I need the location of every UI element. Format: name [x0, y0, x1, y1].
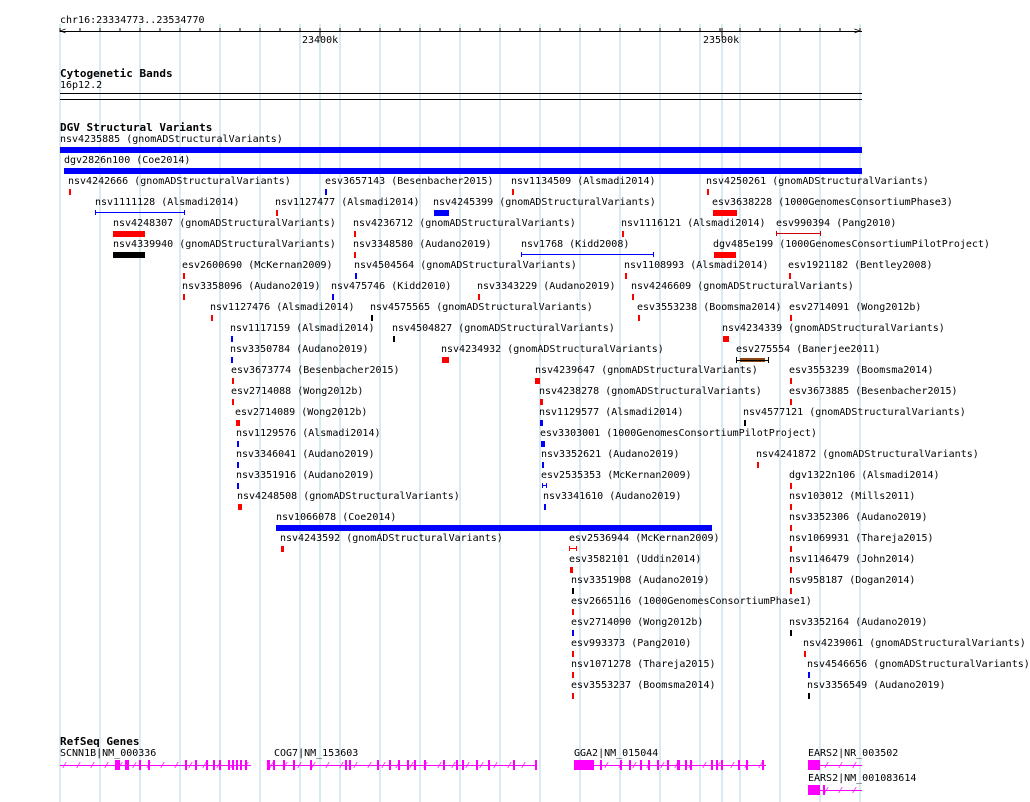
dgv-feature-label[interactable]: nsv1069931 (Thareja2015): [789, 533, 934, 544]
dgv-feature-glyph[interactable]: [714, 252, 736, 258]
dgv-feature-label[interactable]: nsv1116121 (Alsmadi2014): [621, 218, 766, 229]
dgv-feature-label[interactable]: nsv1768 (Kidd2008): [521, 239, 630, 250]
refseq-gene-exon[interactable]: [349, 760, 351, 770]
dgv-feature-glyph[interactable]: [790, 378, 792, 384]
refseq-gene-exon[interactable]: [629, 760, 631, 770]
dgv-feature-label[interactable]: nsv4243592 (gnomADStructuralVariants): [280, 533, 503, 544]
dgv-feature-label[interactable]: nsv3352621 (Audano2019): [541, 449, 680, 460]
dgv-feature-glyph[interactable]: [790, 399, 792, 405]
dgv-feature-glyph[interactable]: [183, 273, 185, 279]
dgv-feature-glyph[interactable]: [572, 630, 574, 636]
dgv-feature-label[interactable]: nsv4242666 (gnomADStructuralVariants): [68, 176, 291, 187]
dgv-feature-label[interactable]: nsv1111128 (Alsmadi2014): [95, 197, 240, 208]
dgv-feature-glyph[interactable]: [232, 399, 234, 405]
refseq-gene-exon[interactable]: [488, 760, 490, 770]
dgv-feature-label[interactable]: esv2535353 (McKernan2009): [541, 470, 692, 481]
dgv-feature-glyph[interactable]: [113, 252, 145, 258]
dgv-feature-glyph[interactable]: [808, 672, 810, 678]
dgv-feature-glyph[interactable]: [238, 504, 242, 510]
dgv-feature-label[interactable]: esv3553237 (Boomsma2014): [571, 680, 716, 691]
track-title-dgv[interactable]: DGV Structural Variants: [60, 121, 213, 134]
dgv-feature-glyph[interactable]: [69, 189, 71, 195]
dgv-feature-label[interactable]: esv2600690 (McKernan2009): [182, 260, 333, 271]
dgv-feature-label[interactable]: nsv3356549 (Audano2019): [807, 680, 946, 691]
dgv-feature-endcap: [576, 546, 577, 551]
refseq-gene-exon[interactable]: [195, 760, 197, 770]
refseq-gene-label[interactable]: EARS2|NM_001083614: [808, 773, 917, 784]
dgv-feature-label[interactable]: nsv4504564 (gnomADStructuralVariants): [354, 260, 577, 271]
refseq-gene-exon[interactable]: [206, 760, 208, 770]
dgv-feature-glyph[interactable]: [540, 399, 543, 405]
dgv-feature-glyph[interactable]: [281, 546, 284, 552]
dgv-feature-label[interactable]: nsv103012 (Mills2011): [789, 491, 916, 502]
dgv-feature-label[interactable]: nsv4245399 (gnomADStructuralVariants): [433, 197, 656, 208]
dgv-feature-label[interactable]: nsv3351908 (Audano2019): [571, 575, 710, 586]
dgv-feature-label[interactable]: nsv4504827 (gnomADStructuralVariants): [392, 323, 615, 334]
refseq-gene-exon[interactable]: [219, 760, 221, 770]
refseq-gene-exon[interactable]: [513, 760, 515, 770]
refseq-gene-exon[interactable]: [456, 760, 458, 770]
dgv-feature-glyph[interactable]: [570, 567, 573, 573]
dgv-feature-glyph[interactable]: [790, 483, 792, 489]
track-title-refseq[interactable]: RefSeq Genes: [60, 735, 140, 748]
refseq-gene-label[interactable]: SCNN1B|NM_000336: [60, 748, 157, 759]
refseq-gene-exon[interactable]: [310, 760, 312, 770]
dgv-feature-glyph[interactable]: [183, 294, 185, 300]
dgv-feature-label[interactable]: esv2665116 (1000GenomesConsortiumPhase1): [571, 596, 812, 607]
dgv-feature-endcap: [184, 210, 185, 215]
refseq-gene-exon[interactable]: [267, 760, 270, 770]
dgv-feature-glyph[interactable]: [232, 378, 234, 384]
dgv-feature-label[interactable]: esv3582101 (Uddin2014): [569, 554, 702, 565]
dgv-feature-label[interactable]: esv3673774 (Besenbacher2015): [231, 365, 400, 376]
dgv-feature-glyph[interactable]: [790, 525, 792, 531]
dgv-feature-label[interactable]: nsv4235885 (gnomADStructuralVariants): [60, 134, 283, 145]
dgv-feature-glyph[interactable]: [625, 273, 627, 279]
dgv-feature-label[interactable]: dgv2826n100 (Coe2014): [64, 155, 191, 166]
dgv-feature-label[interactable]: nsv958187 (Dogan2014): [789, 575, 916, 586]
dgv-feature-label[interactable]: nsv3351916 (Audano2019): [236, 470, 375, 481]
dgv-feature-glyph[interactable]: [789, 273, 791, 279]
refseq-gene-exon[interactable]: [640, 760, 642, 770]
dgv-feature-glyph[interactable]: [632, 294, 634, 300]
dgv-feature-label[interactable]: esv2536944 (McKernan2009): [569, 533, 720, 544]
dgv-feature-glyph[interactable]: [638, 315, 640, 321]
dgv-feature-label[interactable]: nsv3350784 (Audano2019): [230, 344, 369, 355]
refseq-gene-exon[interactable]: [236, 760, 238, 770]
dgv-feature-label[interactable]: nsv4239647 (gnomADStructuralVariants): [535, 365, 758, 376]
dgv-feature-label[interactable]: nsv4250261 (gnomADStructuralVariants): [706, 176, 929, 187]
refseq-gene-exon[interactable]: [677, 760, 680, 770]
dgv-feature-label[interactable]: nsv4248307 (gnomADStructuralVariants): [113, 218, 336, 229]
dgv-feature-label[interactable]: nsv1117159 (Alsmadi2014): [230, 323, 375, 334]
refseq-gene-exon[interactable]: [600, 760, 602, 770]
dgv-feature-glyph[interactable]: [95, 212, 185, 213]
dgv-feature-glyph[interactable]: [236, 420, 240, 426]
dgv-feature-label[interactable]: esv1921182 (Bentley2008): [788, 260, 933, 271]
refseq-gene-exon[interactable]: [125, 760, 129, 770]
dgv-feature-glyph[interactable]: [237, 462, 239, 468]
refseq-gene-exon[interactable]: [115, 760, 120, 770]
refseq-gene-exon[interactable]: [283, 760, 285, 770]
dgv-feature-label[interactable]: nsv3346041 (Audano2019): [236, 449, 375, 460]
dgv-feature-glyph[interactable]: [442, 357, 449, 363]
refseq-gene-exon[interactable]: [711, 760, 713, 770]
refseq-gene-exon[interactable]: [574, 760, 594, 770]
refseq-gene-exon[interactable]: [240, 760, 242, 770]
dgv-feature-label[interactable]: nsv1066078 (Coe2014): [276, 512, 397, 523]
refseq-gene-label[interactable]: GGA2|NM_015044: [574, 748, 659, 759]
position-label: chr16:23334773..23534770: [60, 15, 205, 26]
ruler-tick-label: 23400k: [302, 35, 339, 46]
dgv-feature-glyph[interactable]: [542, 462, 544, 468]
dgv-feature-endcap: [653, 252, 654, 257]
dgv-feature-glyph[interactable]: [572, 588, 574, 594]
dgv-feature-glyph[interactable]: [276, 210, 278, 216]
dgv-feature-glyph[interactable]: [744, 420, 746, 426]
dgv-feature-glyph[interactable]: [393, 336, 395, 342]
dgv-feature-glyph[interactable]: [332, 294, 334, 300]
dgv-feature-label[interactable]: nsv4234339 (gnomADStructuralVariants): [722, 323, 945, 334]
dgv-feature-label[interactable]: nsv3341610 (Audano2019): [543, 491, 682, 502]
dgv-feature-label[interactable]: nsv1071278 (Thareja2015): [571, 659, 716, 670]
dgv-feature-glyph[interactable]: [790, 315, 792, 321]
dgv-feature-endcap: [776, 231, 777, 236]
dgv-feature-label[interactable]: dgv1322n106 (Alsmadi2014): [789, 470, 940, 481]
refseq-gene-exon[interactable]: [213, 760, 215, 770]
dgv-feature-label[interactable]: nsv1146479 (John2014): [789, 554, 916, 565]
ruler-axis: [60, 31, 862, 32]
dgv-feature-glyph[interactable]: [231, 357, 233, 363]
dgv-feature-glyph[interactable]: [808, 693, 810, 699]
dgv-feature-label[interactable]: nsv1129577 (Alsmadi2014): [539, 407, 684, 418]
refseq-gene-exon[interactable]: [535, 760, 537, 770]
dgv-feature-glyph[interactable]: [512, 189, 514, 195]
cytoband-border-top: [60, 93, 862, 94]
refseq-gene-exon[interactable]: [648, 760, 650, 770]
dgv-feature-glyph[interactable]: [237, 483, 239, 489]
refseq-gene-exon[interactable]: [148, 760, 150, 770]
dgv-feature-label[interactable]: dgv485e199 (1000GenomesConsortiumPilotProject): [713, 239, 990, 250]
dgv-feature-label[interactable]: nsv4236712 (gnomADStructuralVariants): [353, 218, 576, 229]
dgv-feature-glyph[interactable]: [804, 651, 806, 657]
track-title-cytobands[interactable]: Cytogenetic Bands: [60, 67, 173, 80]
refseq-gene-exon[interactable]: [667, 760, 669, 770]
dgv-feature-glyph[interactable]: [790, 504, 792, 510]
refseq-gene-exon[interactable]: [443, 760, 445, 770]
refseq-gene-exon[interactable]: [293, 760, 295, 770]
dgv-feature-glyph[interactable]: [572, 672, 574, 678]
dgv-feature-label[interactable]: nsv1134509 (Alsmadi2014): [511, 176, 656, 187]
dgv-feature-glyph[interactable]: [60, 147, 862, 153]
dgv-feature-glyph[interactable]: [790, 546, 792, 552]
refseq-gene-exon[interactable]: [746, 760, 748, 770]
refseq-gene-exon[interactable]: [185, 760, 187, 770]
refseq-gene-label[interactable]: EARS2|NR_003502: [808, 748, 899, 759]
dgv-feature-glyph[interactable]: [544, 504, 546, 510]
dgv-feature-label[interactable]: nsv4248508 (gnomADStructuralVariants): [237, 491, 460, 502]
dgv-feature-label[interactable]: nsv4239061 (gnomADStructuralVariants): [803, 638, 1026, 649]
dgv-feature-glyph[interactable]: [535, 378, 540, 384]
dgv-feature-glyph[interactable]: [541, 441, 545, 447]
dgv-feature-label[interactable]: nsv4575565 (gnomADStructuralVariants): [370, 302, 593, 313]
dgv-feature-endcap: [820, 231, 821, 236]
dgv-feature-glyph[interactable]: [354, 231, 356, 237]
refseq-gene-exon[interactable]: [139, 760, 141, 770]
dgv-feature-endcap: [95, 210, 96, 215]
ruler-tick-label: 23500k: [703, 35, 740, 46]
dgv-feature-label[interactable]: esv2714088 (Wong2012b): [231, 386, 364, 397]
dgv-feature-glyph[interactable]: [790, 567, 792, 573]
dgv-feature-label[interactable]: esv3553239 (Boomsma2014): [789, 365, 934, 376]
dgv-feature-glyph[interactable]: [478, 294, 480, 300]
dgv-feature-glyph[interactable]: [231, 336, 233, 342]
dgv-feature-glyph[interactable]: [790, 630, 792, 636]
dgv-feature-glyph[interactable]: [521, 254, 654, 255]
dgv-feature-glyph[interactable]: [325, 189, 327, 195]
dgv-feature-glyph[interactable]: [790, 588, 792, 594]
dgv-feature-glyph[interactable]: [434, 210, 449, 216]
refseq-gene-exon[interactable]: [389, 760, 391, 770]
refseq-gene-exon[interactable]: [620, 760, 622, 770]
cytoband-border-bottom: [60, 99, 862, 100]
dgv-feature-label[interactable]: nsv3352306 (Audano2019): [789, 512, 928, 523]
dgv-feature-label[interactable]: nsv4234932 (gnomADStructuralVariants): [441, 344, 664, 355]
cytoband-label: 16p12.2: [60, 80, 103, 91]
refseq-gene-exon[interactable]: [685, 760, 687, 770]
dgv-feature-label[interactable]: esv993373 (Pang2010): [571, 638, 692, 649]
refseq-gene-exon[interactable]: [690, 760, 692, 770]
dgv-feature-label[interactable]: esv275554 (Banerjee2011): [736, 344, 881, 355]
dgv-feature-endcap: [546, 483, 547, 488]
dgv-feature-endcap: [521, 252, 522, 257]
dgv-feature-label[interactable]: esv2714090 (Wong2012b): [571, 617, 704, 628]
refseq-gene-exon[interactable]: [657, 760, 659, 770]
dgv-feature-label[interactable]: esv2714091 (Wong2012b): [789, 302, 922, 313]
dgv-feature-glyph[interactable]: [757, 462, 759, 468]
dgv-feature-glyph[interactable]: [64, 168, 862, 174]
dgv-feature-glyph[interactable]: [622, 231, 624, 237]
dgv-feature-glyph[interactable]: [736, 357, 769, 363]
dgv-feature-endcap: [542, 483, 543, 488]
dgv-feature-glyph[interactable]: [776, 233, 821, 234]
dgv-feature-label[interactable]: nsv3348580 (Audano2019): [353, 239, 492, 250]
refseq-gene-exon[interactable]: [808, 760, 820, 770]
dgv-feature-label[interactable]: nsv1127476 (Alsmadi2014): [210, 302, 355, 313]
dgv-feature-label[interactable]: nsv3358096 (Audano2019): [182, 281, 321, 292]
dgv-feature-label[interactable]: esv3638228 (1000GenomesConsortiumPhase3): [712, 197, 953, 208]
refseq-gene-exon[interactable]: [245, 760, 247, 770]
refseq-gene-label[interactable]: COG7|NM_153603: [274, 748, 359, 759]
ruler-left-arrow: <: [60, 26, 67, 37]
refseq-gene-exon[interactable]: [232, 760, 234, 770]
dgv-feature-glyph[interactable]: [276, 525, 712, 531]
refseq-gene-exon[interactable]: [414, 760, 416, 770]
dgv-feature-glyph[interactable]: [572, 609, 574, 615]
dgv-feature-glyph[interactable]: [371, 315, 373, 321]
refseq-gene-exon[interactable]: [345, 760, 347, 770]
refseq-gene-exon[interactable]: [762, 760, 764, 770]
dgv-feature-label[interactable]: nsv4546656 (gnomADStructuralVariants): [807, 659, 1030, 670]
dgv-feature-label[interactable]: nsv3343229 (Audano2019): [477, 281, 616, 292]
ruler-right-arrow: >: [854, 26, 861, 37]
refseq-gene-exon[interactable]: [476, 760, 478, 770]
dgv-feature-label[interactable]: esv3657143 (Besenbacher2015): [325, 176, 494, 187]
dgv-feature-label[interactable]: esv3303001 (1000GenomesConsortiumPilotProject): [540, 428, 817, 439]
dgv-feature-glyph[interactable]: [237, 441, 239, 447]
dgv-feature-label[interactable]: nsv4339940 (gnomADStructuralVariants): [113, 239, 336, 250]
dgv-feature-label[interactable]: nsv1129576 (Alsmadi2014): [236, 428, 381, 439]
dgv-feature-glyph[interactable]: [211, 315, 213, 321]
dgv-feature-label[interactable]: nsv475746 (Kidd2010): [331, 281, 452, 292]
dgv-feature-glyph[interactable]: [355, 273, 357, 279]
dgv-feature-endcap: [569, 546, 570, 551]
dgv-feature-glyph[interactable]: [572, 651, 574, 657]
refseq-gene-exon[interactable]: [407, 760, 409, 770]
dgv-feature-label[interactable]: nsv4577121 (gnomADStructuralVariants): [743, 407, 966, 418]
refseq-gene-exon[interactable]: [377, 760, 379, 770]
dgv-feature-label[interactable]: nsv4246609 (gnomADStructuralVariants): [631, 281, 854, 292]
dgv-feature-label[interactable]: nsv1127477 (Alsmadi2014): [275, 197, 420, 208]
dgv-feature-glyph[interactable]: [713, 210, 737, 216]
dgv-feature-glyph[interactable]: [354, 252, 356, 258]
refseq-gene-exon[interactable]: [823, 785, 825, 795]
dgv-feature-label[interactable]: nsv4238278 (gnomADStructuralVariants): [539, 386, 762, 397]
dgv-feature-label[interactable]: esv3553238 (Boomsma2014): [637, 302, 782, 313]
dgv-feature-glyph[interactable]: [540, 420, 543, 426]
refseq-gene-exon[interactable]: [273, 760, 275, 770]
dgv-feature-glyph[interactable]: [113, 231, 145, 237]
refseq-gene-exon[interactable]: [721, 760, 723, 770]
refseq-gene-exon[interactable]: [424, 760, 426, 770]
dgv-feature-label[interactable]: nsv1108993 (Alsmadi2014): [624, 260, 769, 271]
dgv-feature-glyph[interactable]: [572, 693, 574, 699]
refseq-gene-exon[interactable]: [808, 785, 820, 795]
refseq-gene-exon[interactable]: [228, 760, 230, 770]
refseq-gene-exon[interactable]: [462, 760, 464, 770]
dgv-feature-glyph[interactable]: [707, 189, 709, 195]
refseq-gene-exon[interactable]: [716, 760, 718, 770]
dgv-feature-label[interactable]: esv3673885 (Besenbacher2015): [789, 386, 958, 397]
dgv-feature-label[interactable]: esv2714089 (Wong2012b): [235, 407, 368, 418]
refseq-gene-exon[interactable]: [738, 760, 740, 770]
dgv-feature-label[interactable]: esv990394 (Pang2010): [776, 218, 897, 229]
dgv-feature-glyph[interactable]: [723, 336, 729, 342]
dgv-feature-label[interactable]: nsv4241872 (gnomADStructuralVariants): [756, 449, 979, 460]
dgv-feature-label[interactable]: nsv3352164 (Audano2019): [789, 617, 928, 628]
refseq-gene-exon[interactable]: [398, 760, 400, 770]
